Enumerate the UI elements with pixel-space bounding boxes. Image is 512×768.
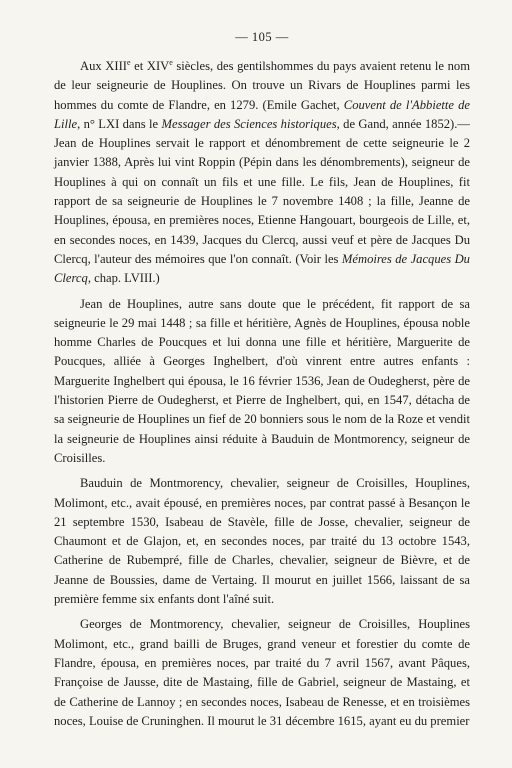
- paragraph-text: Aux XIII: [80, 59, 127, 73]
- superscript-text: e: [169, 57, 173, 67]
- paragraph: [54, 474, 470, 609]
- paragraph-text: , n° LXI dans le: [77, 116, 162, 131]
- page-number: — 105 —: [235, 30, 289, 44]
- paragraph-text: , chap. LVIII.): [87, 271, 160, 286]
- paragraph-text: Bauduin de Montmorency, chevalier, seigneur de Croisilles, Houplines, Molimont, etc., avait épousé, en premières noces, par contrat passé à Besançon le 21 septembre 1530, Isabeau de Stavèle, fille de Josse, chevalier, seigneur de Chaumont et de Glajon, et, en secondes noces, par traité du 13 octobre 1543, Catherine de Rubempré, fille de Charles, chevalier, seigneur de Bièvre, et de Jeanne de Boussies, dame de Vertaing. Il mourut en juillet 1566, laissant de sa première femme six enfants dont l'aîné suit.: [54, 476, 470, 607]
- paragraph-text: et XIV: [130, 59, 170, 73]
- italic-title-text: Mémoires de Jacques Du Clercq: [54, 251, 470, 286]
- body-text: [54, 57, 470, 731]
- superscript-text: e: [126, 57, 131, 67]
- paragraph-text: , de Gand, année 1852).— Jean de Houplines servait le rapport et dénombrement de cette seigneurie le 2 janvier 1388, Après lui vint Roppin (Pépin dans les dénombrements), seigneur de Houplines à qui on connaît un fils et une fille. Le fils, Jean de Houplines, fit rapport de sa seigneurie de Houplines le 7 novembre 1408 ; la fille, Jeanne de Houplines, épousa, en premières noces, Etienne Hangouart, bourgeois de Lille, et, en secondes noces, en 1439, Jacques du Clercq, aussi veuf et père de Jacques Du Clercq, l'auteur des mémoires que l'on connaît. (Voir les: [54, 116, 470, 266]
- paragraph-text: Georges de Montmorency, chevalier, seigneur de Croisilles, Houplines Molimont, etc., grand bailli de Bruges, grand veneur et forestier du comte de Flandre, épousa, en premières noces, par traité du 7 avril 1567, avant Pâques, Françoise de Jausse, dite de Mastaing, fille de Gabriel, seigneur de Mastaing, et de Catherine de Lannoy ; en secondes noces, Isabeau de Renesse, et en troisièmes noces, Louise de Cruninghen. Il mourut le 31 décembre 1615, ayant eu du premier: [54, 617, 470, 728]
- paragraph: [54, 615, 470, 731]
- paragraph: [54, 57, 470, 289]
- italic-title-text: Messager des Sciences historiques: [161, 116, 337, 131]
- italic-title-text: Couvent de l'Abbiette de Lille: [54, 97, 471, 131]
- paragraph-text: siècles, des gentilshommes du pays avaient retenu le nom de leur seigneurie de Houplines. On trouve un Rivars de Houplines parmi les hommes du comte de Flandre, en 1279. (Emile Gachet,: [54, 59, 470, 112]
- paragraph: [54, 295, 470, 469]
- paragraph-text: Jean de Houplines, autre sans doute que le précédent, fit rapport de sa seigneurie le 29 mai 1448 ; sa fille et héritière, Agnès de Houplines, épousa noble homme Charles de Poucques et lui donna une fille et héritière, Marguerite de Poucques, alliée à Georges Inghelbert, d'où vinrent entre autres enfants : Marguerite Inghelbert qui épousa, le 16 février 1536, Jean de Oudegherst, père de l'historien Pierre de Oudegherst, et Pierre de Inghelbert, qui, en 1547, détacha de sa seigneurie de Houplines un fief de 20 bonniers sous le nom de la Roze et vendit la seigneurie de Houplines ainsi réduite à Bauduin de Montmorency, seigneur de Croisilles.: [54, 296, 470, 465]
